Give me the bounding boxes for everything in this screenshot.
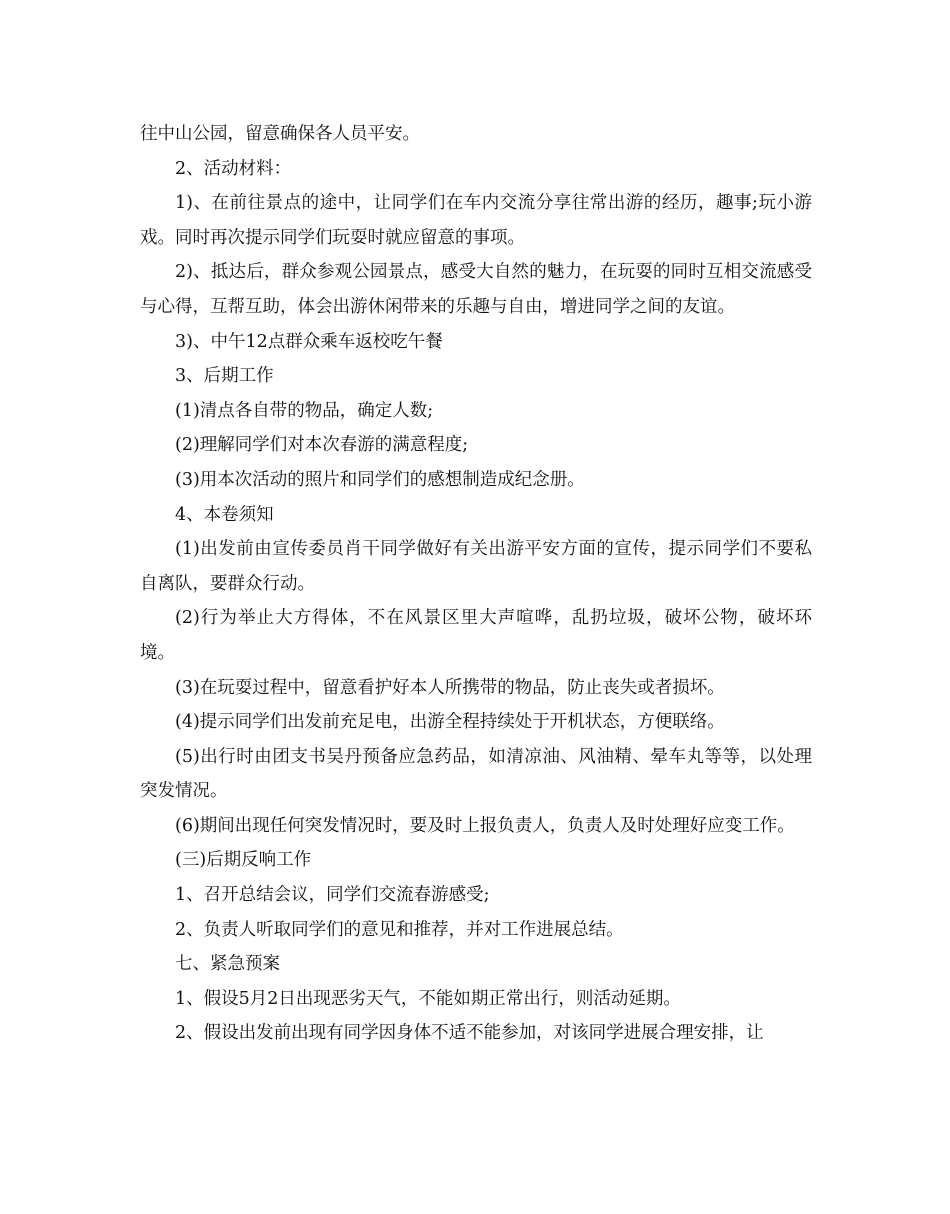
paragraph-5: 3)、中午12点群众乘车返校吃午餐 (175, 331, 443, 352)
paragraph-6: 3、后期工作 (175, 366, 274, 387)
paragraph-3: 1)、在前往景点的途中，让同学们在车内交流分享往常出游的经历，趣事;玩小游戏。同时再次提示同学们玩耍时就应留意的事项。 (140, 193, 812, 248)
paragraph-16: (6)期间出现任何突发情况时，要及时上报负责人，负责人及时处理好应变工作。 (175, 815, 795, 836)
paragraph-2: 2、活动材料： (175, 158, 292, 179)
paragraph-10: 4、本卷须知 (175, 504, 274, 525)
paragraph-11: (1)出发前由宣传委员肖干同学做好有关出游平安方面的宣传，提示同学们不要私自离队，要群众行动。 (140, 539, 812, 594)
paragraph-15: (5)出行时由团支书吴丹预备应急药品，如清凉油、风油精、晕车丸等等，以处理突发情况。 (140, 746, 812, 802)
paragraph-14: (4)提示同学们出发前充足电，出游全程持续处于开机状态，方便联络。 (175, 712, 725, 733)
paragraph-7: (1)清点各自带的物品，确定人数; (175, 400, 434, 421)
paragraph-17: (三)后期反响工作 (175, 850, 312, 871)
paragraph-1: 往中山公园，留意确保各人员平安。 (140, 124, 420, 144)
document-body (140, 117, 812, 1051)
paragraph-21: 1、假设5月2日出现恶劣天气，不能如期正常出行，则活动延期。 (175, 988, 681, 1009)
paragraph-22: 2、假设出发前出现有同学因身体不适不能参加，对该同学进展合理安排，让 (175, 1023, 764, 1044)
paragraph-12: (2)行为举止大方得体，不在风景区里大声喧哗，乱扔垃圾，破坏公物，破坏环境。 (140, 608, 812, 663)
paragraph-4: 2)、抵达后，群众参观公园景点，感受大自然的魅力，在玩耍的同时互相交流感受与心得，互帮互助，体会出游休闲带来的乐趣与自由，增进同学之间的友谊。 (140, 262, 812, 317)
paragraph-20: 七、紧急预案 (175, 954, 280, 975)
paragraph-19: 2、负责人听取同学们的意见和推荐，并对工作进展总结。 (175, 919, 624, 940)
paragraph-9: (3)用本次活动的照片和同学们的感想制造成纪念册。 (175, 469, 585, 490)
paragraph-8: (2)理解同学们对本次春游的满意程度; (175, 435, 469, 456)
paragraph-18: 1、召开总结会议，同学们交流春游感受; (175, 885, 490, 906)
paragraph-13: (3)在玩耍过程中，留意看护好本人所携带的物品，防止丧失或者损坏。 (175, 677, 725, 698)
